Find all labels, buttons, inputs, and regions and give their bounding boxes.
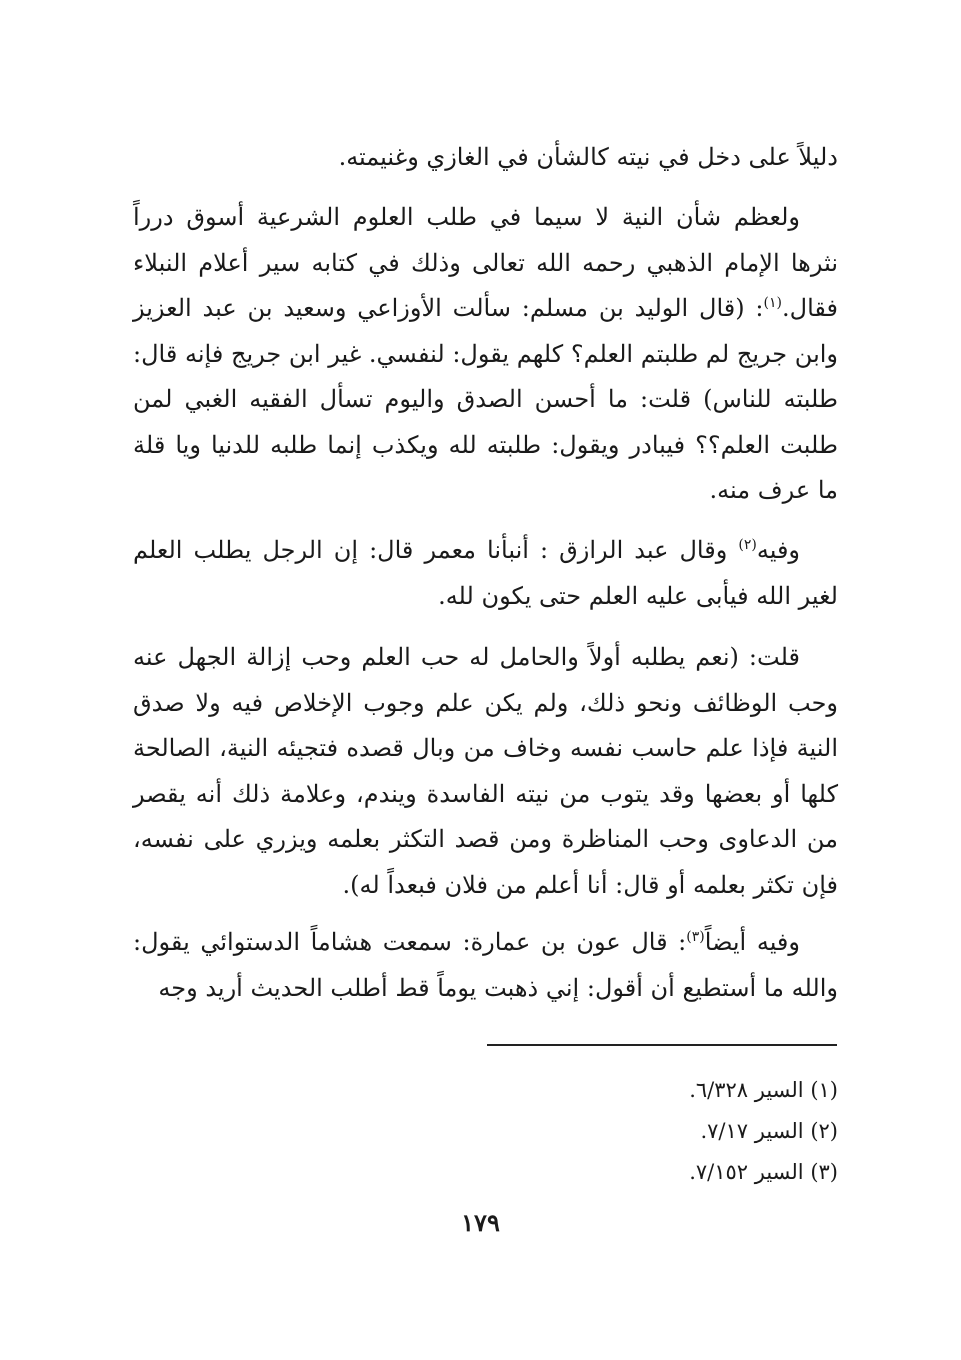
- footnote-1: (١) السير ٦/٣٢٨.: [689, 1078, 838, 1102]
- paragraph-text: وفيه: [756, 536, 800, 564]
- paragraph-text: : (قال الوليد بن مسلم: سألت الأوزاعي وسعيد بن عبد العزيز وابن جريج لم طلبتم العلم؟ كلهم يقول: لنفسي. غير ابن جريج فإنه قال: طلبته للناس) قلت: ما أحسن الصدق واليوم تسأل الفقيه الغبي لمن طلبت العلم؟؟ فيبادر ويقول: طلبته لله ويكذب إنما طلبه للدنيا ويا قلة ما عرف منه.: [133, 294, 838, 504]
- paragraph-niyyah-intro: [133, 195, 838, 514]
- paragraph-text: ولعظم شأن النية لا سيما في طلب العلوم الشرعية أسوق درراً نثرها الإمام الذهبي رحمه الله تعالى وذلك في كتابه سير أعلام النبلاء فقال.: [133, 203, 838, 322]
- page-number: ١٧٩: [461, 1208, 500, 1237]
- paragraph-text: قلت: (نعم يطلبه أولاً والحامل له حب العلم وحب إزالة الجهل عنه وحب الوظائف ونحو ذلك، ولم يكن علم وجوب الإخلاص فيه ولا صدق النية فإذا علم حاسب نفسه وخاف من وبال قصده فتجيئه النية، الصالحة كلها أو بعضها وقد يتوب من نيته الفاسدة ويندم، وعلامة ذلك أنه يقصر من الدعاوى وحب المناظرة ومن قصد التكثر بعلمه ويزري على نفسه، فإن تكثر بعلمه أو قال: أنا أعلم من فلان فبعداً له).: [133, 643, 838, 899]
- paragraph-abd-al-razzaq: [133, 528, 838, 619]
- paragraph-continuation: [133, 135, 838, 181]
- paragraph-text: : قال عون بن عمارة: سمعت هشاماً الدستوائي يقول: والله ما أستطيع أن أقول: إني ذهبت يوماً قط أطلب الحديث أريد وجه: [133, 928, 838, 1002]
- footnote-reference-3: (٣): [686, 929, 705, 945]
- paragraph-awn-ibn-umarah: [133, 920, 838, 1011]
- footnote-reference-2: (٢): [738, 537, 757, 553]
- footnote-reference-1: (١): [763, 295, 782, 311]
- paragraph-text: وقال عبد الرازق : أنبأنا معمر قال: إن الرجل يطلب العلم لغير الله فيأبى عليه العلم حتى يكون لله.: [133, 536, 838, 610]
- footnotes: [500, 1070, 838, 1193]
- footnote-divider: [487, 1044, 837, 1046]
- paragraph-text: وفيه أيضاً: [704, 928, 800, 956]
- paragraph-text: دليلاً على دخل في نيته كالشأن في الغازي وغنيمته.: [338, 143, 838, 171]
- footnote-2: (٢) السير ٧/١٧.: [700, 1119, 838, 1143]
- footnote-3: (٣) السير ٧/١٥٢.: [689, 1160, 838, 1184]
- paragraph-commentary: [133, 635, 838, 908]
